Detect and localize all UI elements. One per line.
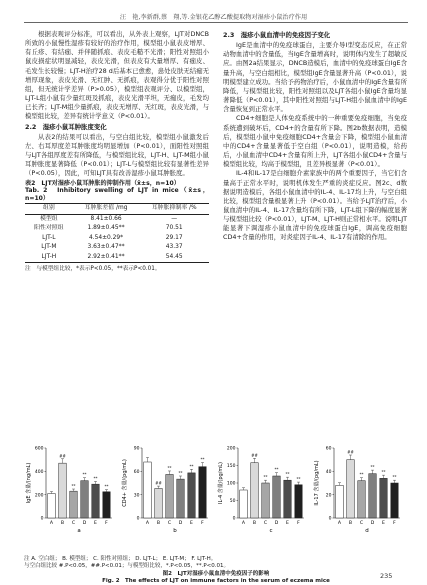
bar: [295, 485, 303, 518]
right-column: [223, 30, 407, 243]
bar: [369, 474, 377, 518]
section-heading: 2.3 湿疹小鼠血清中的免疫因子变化: [223, 31, 331, 39]
y-tick-label: 50: [229, 499, 236, 505]
significance-mark: **: [370, 464, 375, 470]
table-cell: 70.51: [165, 225, 183, 232]
significance-mark: **: [104, 484, 109, 490]
y-tick-label: 200: [226, 446, 236, 452]
y-tick-label: 40: [325, 469, 332, 475]
y-tick-label: 90: [133, 446, 140, 452]
panel-label: d: [365, 528, 369, 534]
table-cell: LJT-H: [41, 253, 57, 260]
significance-mark: **: [285, 471, 290, 477]
table-cell: 1.89±0.45**: [87, 225, 125, 232]
significance-mark: **: [274, 467, 279, 473]
x-tick-label: A: [145, 521, 150, 526]
bar: [92, 484, 100, 518]
x-tick-label: D: [178, 521, 183, 526]
y-tick-label: 200: [34, 493, 44, 499]
bar: [284, 480, 292, 518]
table-cell: 模型组: [40, 215, 58, 222]
table-row: [25, 224, 209, 234]
bar: [251, 463, 259, 518]
significance-mark: ##: [251, 452, 258, 458]
bar: [70, 491, 78, 518]
table-header-row: [25, 204, 209, 215]
x-tick-label: F: [201, 521, 204, 526]
y-tick-label: 0: [40, 516, 44, 522]
table-row: [25, 243, 209, 253]
bar: [48, 494, 56, 519]
figure-legend-line-1: 注 A. 空白组； B. 模型组； C. 阳性对照组； D. LJT-L； E. LJT-M； F. LJT-H。: [24, 556, 217, 562]
page-number: 235: [380, 572, 393, 580]
table-header-cell: 耳肿胀抑制率 /%: [151, 205, 197, 212]
figure-caption-cn: 图2 LJT对湿疹小鼠血清中免疫因子的影响: [162, 571, 270, 577]
table-title-cn: 表2 LJT对湿疹小鼠耳肿胀的抑制作用（x̄±s，n=10）: [25, 179, 180, 187]
table-cell: 阳性对照组: [34, 225, 64, 232]
table-caption: [25, 180, 209, 203]
y-tick-label: 60: [133, 469, 140, 475]
figure-2-bar-charts: [24, 440, 408, 570]
table-cell: LJT-L: [42, 234, 56, 241]
paragraph: CD4+细胞是人体免疫系统中的一种重要免疫细胞，当免疫系统遭到破坏后，CD4+的含量有所下降。图2b数据表明，造模后，模型组小鼠中免疫细胞CD4+含量会下降，模型组小鼠血清中的CD4+含量显著低于空白组（P<0.01），说明造模，给药后，小鼠血清中CD4+含量有所上升，LJT各组小鼠CD4+含量与模型组比较，均高于模型组，且差异极显著（P<0.01）。: [223, 114, 407, 169]
significance-mark: **: [296, 476, 301, 482]
y-axis-label: CD4+ 含量/(pg/mL): [122, 459, 128, 507]
bar: [240, 490, 248, 518]
x-tick-label: C: [263, 521, 268, 526]
left-column: [25, 30, 209, 274]
y-tick-label: 150: [226, 464, 236, 470]
significance-mark: ##: [155, 480, 162, 486]
table-cell: 54.45: [165, 253, 183, 260]
x-tick-label: B: [252, 521, 257, 526]
table-header-cell: 耳肿胀差值 /mg: [84, 205, 128, 212]
x-tick-label: D: [274, 521, 279, 526]
x-tick-label: C: [167, 521, 172, 526]
y-tick-label: 20: [325, 493, 332, 499]
bar: [177, 479, 185, 518]
bar: [81, 481, 89, 518]
x-tick-label: B: [60, 521, 65, 526]
section-heading: 2.2 湿疹小鼠耳肿胀度变化: [25, 122, 107, 131]
table-cell: LJT-M: [41, 244, 57, 251]
x-tick-label: F: [393, 521, 396, 526]
paragraph: IL-4和IL-17是白细胞介素家族中的两个重要因子，当它们含量高于正常水平时，说明机体发生严重的炎症反应。图2c、d数据说明造模后，各组小鼠血清中的IL-4、IL-17均上升，与空白组比较，模型组含量极显著上升（P<0.01）。当给予LJT治疗后，小鼠血清中的IL-4、IL-17含量均有所下降，LJT-L组下降的幅度显著与模型组比较（P<0.01），LJT-M、LJT-H则正常相水平。说明LJT能显著下调湿疹小鼠血清中的免疫球蛋白IgE，调高免疫细胞CD4+含量的作用，对炎症因子IL-4、IL-17有清除的作用。: [223, 169, 407, 242]
y-axis-label: IL-17 含量/(pg/mL): [314, 460, 320, 506]
data-table: [25, 203, 209, 263]
significance-mark: **: [178, 470, 183, 476]
x-tick-label: F: [105, 521, 108, 526]
y-tick-label: 0: [232, 516, 236, 522]
bar: [336, 485, 344, 518]
bar: [380, 478, 388, 518]
table-row: [25, 234, 209, 244]
figure-legend-line-2: 与空白组比较 #.P<0.05，##.P<0.01；与模型组比较，*.P<0.05，**.P<0.01。: [24, 563, 230, 569]
panel-label: a: [77, 528, 81, 534]
x-tick-label: D: [370, 521, 375, 526]
paragraph: 从表2的结果可以看出，与空白组比较，模型组小鼠激发后左、右耳厚度差耳肿胀度均明显增加（P<0.01），面阳性对照组与LJT各组厚度差有所降低，与模型组比较，LJT-H、LJT-M组小鼠耳肿胀度显著降低（P<0.01）；LJT-L与模型组比较有显著性差异（P<0.05），因此，可知LJT具有改善湿疹小鼠耳肿胀度。: [25, 132, 209, 178]
x-tick-label: E: [190, 521, 193, 526]
significance-mark: **: [189, 463, 194, 469]
significance-mark: **: [392, 474, 397, 480]
x-tick-label: B: [156, 521, 161, 526]
y-axis-label: IL-4 含量/(pg/mL): [218, 461, 224, 505]
table-cell: 43.37: [165, 244, 183, 251]
x-tick-label: D: [82, 521, 87, 526]
y-tick-label: 0: [328, 516, 332, 522]
x-tick-label: A: [241, 521, 246, 526]
x-tick-label: A: [337, 521, 342, 526]
significance-mark: **: [263, 474, 268, 480]
significance-mark: ##: [59, 453, 66, 459]
significance-mark: **: [71, 483, 76, 489]
y-axis-label: IgE 含量/(ng/mL): [26, 462, 32, 504]
significance-mark: **: [82, 472, 87, 478]
paragraph: IgE是血清中的免疫球蛋白，主要介导Ⅰ型变态反应，在正常动物血清中的含量低，当IgE含量增高时，说明体内发生了超敏反应。由图2a结果显示，DNCB造模后，血清中的免疫球蛋白IgE含量升高，与空白组相比，模型组IgE含量显著升高（P<0.01），说明模型建立成功。当给予药物治疗后，小鼠血清中的IgE含量有所降低，与模型组比较，阳性对照组以及LJT各组小鼠IgE含量均显著降低（P<0.01），其中阳性对照组与LJT-H组小鼠血清中的IgE含量恢复到正常水平。: [223, 41, 407, 114]
bar: [59, 463, 67, 518]
y-tick-label: 600: [34, 446, 44, 452]
table-title-en: Tab. 2 Inhibitory swelling of LJT in mice（x̄±s，n=10）: [25, 187, 209, 202]
bar: [155, 488, 163, 518]
paragraph: 根据表观评分标准，可以看出，从外表上观察，LJT对DNCB所致的小鼠慢性湿疹有较好的治疗作用，模型组小鼠表皮增厚、有丘疹、有结痂、并伴随抓痕、表皮毛糙不光滑；阳性对照组小鼠皮损症状明显减轻，表皮光滑，但表皮有大量增厚、有痂皮、毛发生长较慢；LJT-H治疗28 d后基本已愈愈，患处皮肤无结痂无增厚现象，表皮光滑、无红肿、无抓痕，表观得分优于阳性对照组，但无统计学差异（P>0.05），模型组表观评分、以模型组，LJT-L组小鼠有少量红斑及抓痕，表皮光滑平坦，无痂皮，毛发均已长齐；LJT-M组少量抓痕，表皮无增厚、无红斑，表皮光滑，与模型组比较，差异有统计学意义（P<0.01）。: [25, 30, 209, 121]
significance-mark: ##: [347, 449, 354, 455]
figure-caption-en: Fig. 2 The effects of LJT on immune factors in the serum of eczema mice: [102, 578, 330, 584]
table-cell: 29.17: [165, 234, 183, 241]
bar: [262, 483, 270, 518]
panel-label: b: [173, 528, 177, 534]
table-cell: 8.41±0.66: [90, 215, 122, 222]
significance-mark: **: [381, 469, 386, 475]
x-tick-label: A: [49, 521, 54, 526]
x-tick-label: E: [94, 521, 97, 526]
x-tick-label: E: [382, 521, 385, 526]
significance-mark: **: [167, 465, 172, 471]
bar: [188, 473, 196, 518]
significance-mark: **: [359, 472, 364, 478]
y-tick-label: 400: [34, 469, 44, 475]
bar: [166, 474, 174, 518]
bar: [391, 483, 399, 518]
panel-label: c: [269, 528, 273, 534]
table-cell: 4.54±0.29*: [88, 234, 124, 241]
header-rule: [24, 22, 408, 23]
y-tick-label: 0: [136, 516, 140, 522]
table-cell: 3.63±0.47**: [87, 244, 125, 251]
x-tick-label: E: [286, 521, 289, 526]
table-note: 注 与模型组比较，*表示P<0.05，**表示P<0.01。: [25, 266, 161, 273]
table-header-cell: 组别: [42, 205, 55, 212]
table-cell: —: [171, 215, 178, 222]
bar: [347, 460, 355, 518]
y-tick-label: 100: [226, 481, 236, 487]
bar: [144, 462, 152, 518]
x-tick-label: C: [359, 521, 364, 526]
x-tick-label: B: [348, 521, 353, 526]
significance-mark: **: [93, 475, 98, 481]
x-tick-label: C: [71, 521, 76, 526]
bar: [358, 481, 366, 518]
bar: [199, 467, 207, 518]
y-tick-label: 30: [133, 493, 140, 499]
running-header: 汪 艳,李新群,蔡 翔,等.金银花乙醇乙酸提取物对湿疹小鼠治疗作用: [119, 14, 308, 21]
significance-mark: **: [200, 457, 205, 463]
table-cell: 2.92±0.41**: [87, 253, 125, 260]
y-tick-label: 60: [325, 446, 332, 452]
bar: [273, 476, 281, 518]
table-row: [25, 253, 209, 263]
x-tick-label: F: [297, 521, 300, 526]
table-row: [25, 214, 209, 224]
bar: [103, 492, 111, 518]
